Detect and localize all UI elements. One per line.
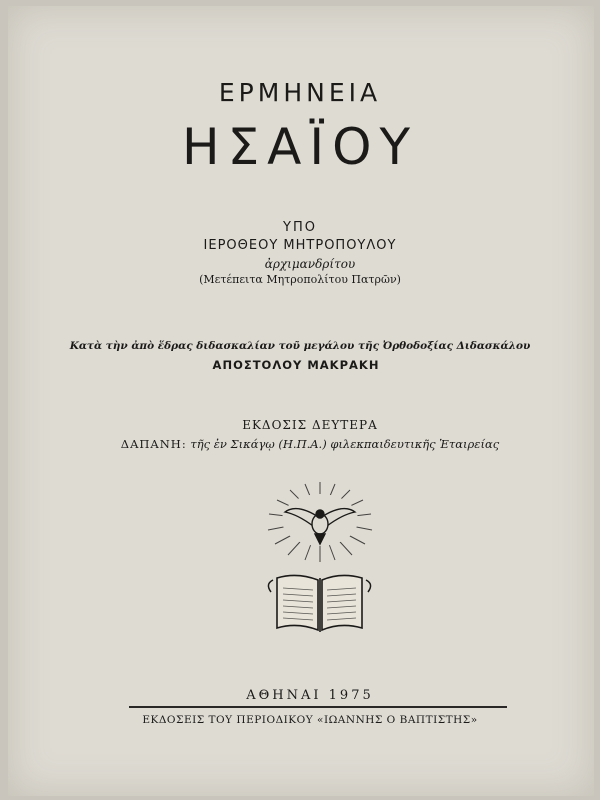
place-and-year: ΑΘΗΝΑΙ 1975 (246, 688, 374, 703)
publisher-line: ΕΚΔΟΣΕΙΣ ΤΟΥ ΠΕΡΙΟΔΙΚΟΥ «ΙΩΑΝΝΗΣ Ο ΒΑΠΤΙΣΤΗΣ» (142, 714, 478, 726)
teaching-basis: Κατὰ τὴν ἀπὸ ἕδρας διδασκαλίαν τοῦ μεγάλου τῆς Ὀρθοδοξίας Διδασκάλου (69, 340, 531, 352)
sponsor-text: τῆς ἐν Σικάγῳ (Η.Π.Α.) φιλεκπαιδευτικῆς Ἑταιρείας (190, 437, 500, 451)
sponsor-line (10, 437, 600, 451)
publisher-divider (129, 706, 507, 708)
title-line-2: ΗΣΑΪΟΥ (181, 118, 419, 176)
author-later-title: (Μετέπειτα Μητροπολίτου Πατρῶν) (199, 273, 401, 286)
author-name: ΙΕΡΟΘΕΟΥ ΜΗΤΡΟΠΟΥΛΟΥ (203, 238, 397, 253)
open-book-shape (277, 575, 362, 632)
title-line-1: ΕΡΜΗΝΕΙΑ (218, 78, 382, 107)
edition-label: ΕΚΔΟΣΙΣ ΔΕΥΤΕΡΑ (242, 418, 378, 432)
by-label: ΥΠΟ (283, 220, 317, 235)
teacher-name: ΑΠΟΣΤΟΛΟΥ ΜΑΚΡΑΚΗ (212, 358, 380, 372)
author-rank: ἀρχιμανδρίτου (264, 257, 356, 271)
sponsor-label: ΔΑΠΑΝΗ: (120, 437, 187, 451)
dove-over-open-book-icon (255, 480, 385, 640)
